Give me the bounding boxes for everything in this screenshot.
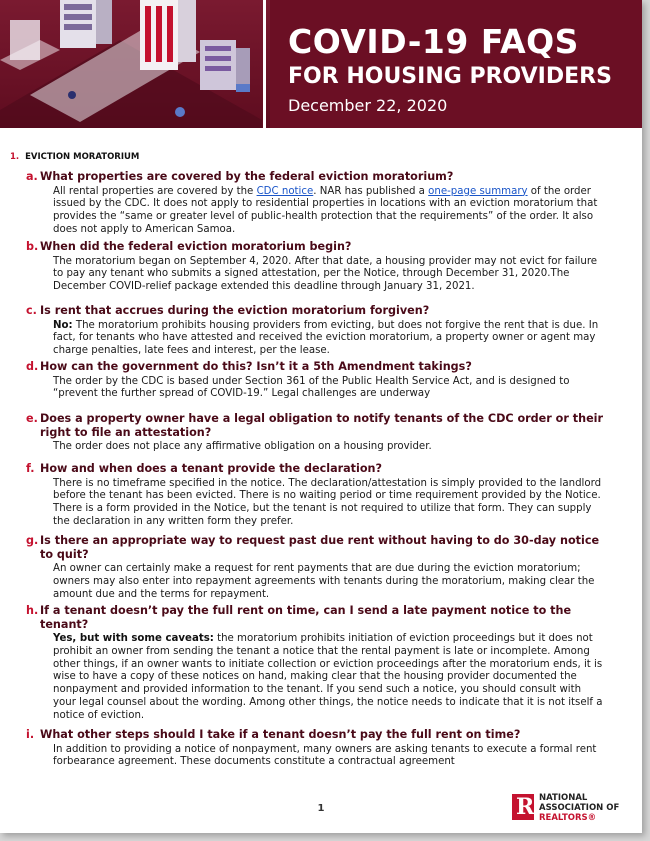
- faq-question: Is rent that accrues during the eviction moratorium forgiven?: [40, 304, 430, 317]
- faq-letter: g.: [26, 534, 39, 547]
- faq-item: [26, 170, 605, 237]
- faq-answer: The order does not place any affirmative obligation on a housing provider.: [53, 441, 432, 452]
- faq-question: If a tenant doesn’t pay the full rent on time, can I send a late payment notice to the tenant?: [40, 604, 572, 631]
- org-name-line3: REALTORS®: [539, 813, 597, 823]
- faq-item: [26, 604, 605, 723]
- nar-logo: [512, 792, 632, 824]
- realtor-r-icon: R: [512, 794, 534, 820]
- doc-title: COVID-19 FAQS: [288, 22, 579, 61]
- faq-letter: b.: [26, 240, 39, 253]
- faq-question: When did the federal eviction moratorium begin?: [40, 240, 352, 253]
- faq-question: How can the government do this? Isn’t it a 5th Amendment takings?: [40, 360, 472, 373]
- faq-item: [26, 534, 605, 601]
- faq-letter: d.: [26, 360, 39, 373]
- faq-question: How and when does a tenant provide the declaration?: [40, 462, 383, 475]
- org-name-line1: NATIONAL: [539, 793, 588, 803]
- section-heading: [10, 152, 139, 162]
- faq-item: [26, 412, 605, 454]
- faq-answer: In addition to providing a notice of nonpayment, many owners are asking tenants to execute a formal rent forbearance agreement. These documents constitute a contractual agreement: [53, 743, 597, 768]
- faq-answer: All rental properties are covered by the CDC notice. NAR has published a one-page summary of the order issued by the CDC. It does not apply to residential properties in locations with an eviction moratorium that provides the “same or greater level of public-health protection that the requirements” of the order. It also does not apply to American Samoa.: [53, 185, 598, 235]
- faq-answer: The moratorium began on September 4, 2020. After that date, a housing provider may not evict for failure to pay any tenant who submits a signed attestation, per the Notice, through December 31, 2020.The December COVID-relief package extended this deadline through January 31, 2021.: [53, 255, 598, 293]
- doc-subtitle: FOR HOUSING PROVIDERS: [288, 64, 612, 89]
- header-divider: [263, 0, 266, 128]
- faq-letter: c.: [26, 304, 37, 317]
- faq-letter: f.: [26, 462, 35, 475]
- faq-answer: The order by the CDC is based under Section 361 of the Public Health Service Act, and is designed to “prevent the further spread of COVID-19.” Legal challenges are underway: [53, 375, 570, 400]
- faq-item: [26, 240, 605, 294]
- faq-item: [26, 304, 605, 358]
- faq-question: Does a property owner have a legal obligation to notify tenants of the CDC order or their right to file an attestation?: [40, 412, 604, 439]
- page-number: 1: [317, 803, 325, 814]
- header-banner: [0, 0, 642, 128]
- faq-letter: i.: [26, 728, 35, 741]
- doc-date: December 22, 2020: [288, 96, 448, 115]
- faq-question: What properties are covered by the federal eviction moratorium?: [40, 170, 454, 183]
- one-page-summary-link[interactable]: one-page summary: [428, 185, 528, 197]
- faq-answer: There is no timeframe specified in the notice. The declaration/attestation is simply provided to the landlord before the tenant has been evicted. There is no waiting period or time requirement provided by the Notice. There is a form provided in the Notice, but the tenant is not required to utilize that form. They can supply the declaration in any written form they prefer.: [53, 477, 602, 527]
- faq-question: Is there an appropriate way to request past due rent without having to do 30-day notice to quit?: [40, 534, 600, 561]
- faq-answer: An owner can certainly make a request for rent payments that are due during the eviction moratorium; owners may also enter into repayment agreements with tenants during the moratorium, making clear the amount due and the terms for repayment.: [53, 563, 595, 600]
- faq-question: What other steps should I take if a tenant doesn’t pay the full rent on time?: [40, 728, 521, 741]
- faq-item: [26, 360, 605, 401]
- city-illustration: [0, 0, 262, 128]
- cdc-notice-link[interactable]: CDC notice: [256, 185, 314, 197]
- faq-letter: a.: [26, 170, 38, 183]
- faq-letter: h.: [26, 604, 39, 617]
- faq-item: [26, 728, 605, 769]
- faq-letter: e.: [26, 412, 38, 425]
- faq-item: [26, 462, 605, 529]
- org-name-line2: ASSOCIATION OF: [539, 803, 620, 813]
- section-number: 1.: [10, 152, 20, 162]
- section-title: EVICTION MORATORIUM: [25, 152, 140, 162]
- faq-answer: Yes, but with some caveats: the moratorium prohibits initiation of eviction proceedings but it does not prohibit an owner from sending the tenant a notice that the rental payment is late or incomplete. Among other things, if an owner wants to initiate collection or eviction proceedings after the moratorium ends, it is wise to have a copy of these notices on hand, making clear that the housing provider documented the nonpayment and provided information to the tenant. If you send such a notice, you should consult with your legal counsel about the wording. Among other things, the notice needs to indicate that it is not itself a notice of eviction.: [53, 633, 603, 721]
- faq-answer: No: The moratorium prohibits housing providers from evicting, but does not forgive the rent that is due. In fact, for tenants who have attested and received the eviction moratorium, a property owner or agent may charge penalties, late fees and interest, per the lease.: [53, 319, 599, 357]
